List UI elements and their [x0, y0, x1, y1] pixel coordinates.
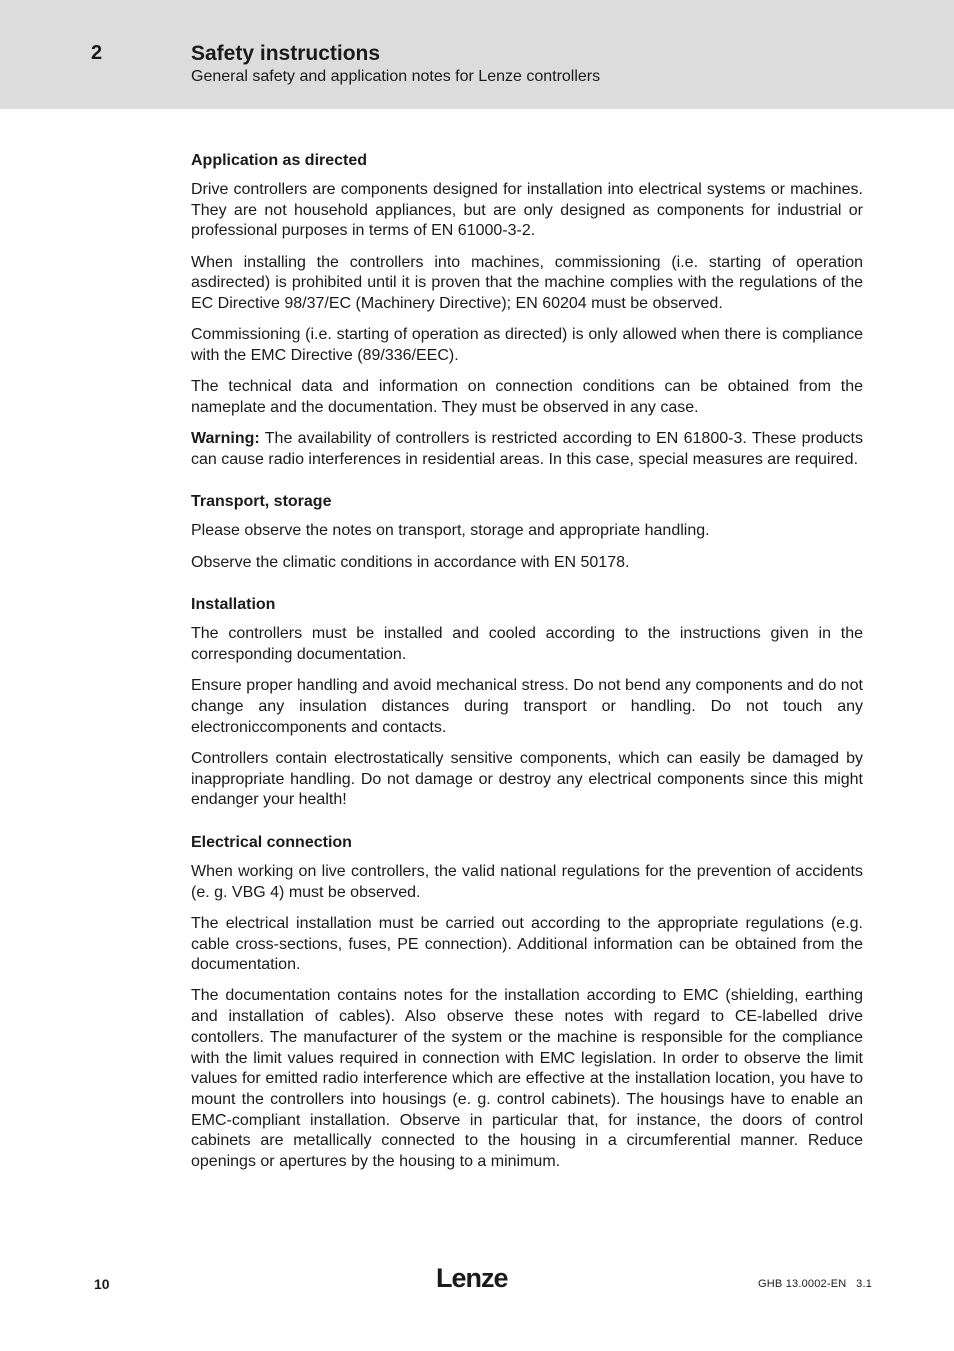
document-id: [758, 1278, 872, 1290]
paragraph: Commissioning (i.e. starting of operation as directed) is only allowed when there is compliance with the EMC Directive (89/336/EEC).: [191, 326, 863, 364]
paragraph: Controllers contain electrostatically sensitive components, which can easily be damaged by inappropriate handling. Do not damage or destroy any electrical components since this might endanger your health!: [191, 749, 863, 809]
lenze-logo-icon: [436, 1262, 514, 1292]
section-heading: Installation: [191, 596, 276, 614]
logo-wordmark: Lenze: [436, 1263, 508, 1292]
warning-text: The availability of controllers is restricted according to EN 61800-3. These products can cause radio interferences in residential areas. In this case, special measures are required.: [191, 430, 863, 468]
section-heading: Electrical connection: [191, 833, 352, 851]
section-electrical: [191, 832, 863, 1173]
paragraph: The documentation contains notes for the installation according to EMC (shielding, earthing and installation of cables). Also observe these notes with regard to CE-labelled drive contollers. The manufacturer of the system or the machine is responsible for the compliance with the limit values required in connection with EMC legislation. In order to observe the limit values for emitted radio interference which are effective at the installation location, you have to mount the controllers into housings (e. g. control cabinets). The housings have to enable an EMC-compliant installation. Observe in particular that, for instance, the doors of control cabinets are metallically connected to the housing in a circumferential manner. Reduce openings or apertures by the housing to a minimum.: [191, 987, 863, 1171]
page-number: 10: [94, 1276, 110, 1292]
document-body: [191, 150, 863, 1183]
section-application: [191, 150, 863, 470]
paragraph: The technical data and information on connection conditions can be obtained from the nameplate and the documentation. They must be observed in any case.: [191, 378, 863, 416]
section-transport: [191, 491, 863, 573]
paragraph: The electrical installation must be carried out according to the appropriate regulations (e.g. cable cross-sections, fuses, PE connection). Additional information can be obtained from the documentation.: [191, 914, 863, 974]
paragraph: When working on live controllers, the valid national regulations for the prevention of accidents (e. g. VBG 4) must be observed.: [191, 862, 863, 901]
paragraph: Ensure proper handling and avoid mechanical stress. Do not bend any components and do not change any insulation distances during transport or handling. Do not touch any electroniccomponents and contacts.: [191, 677, 863, 736]
chapter-title: Safety instructions: [191, 42, 381, 65]
header-band: [0, 0, 954, 109]
warning-label: Warning:: [191, 430, 260, 448]
section-heading: Application as directed: [191, 152, 368, 169]
chapter-number: 2: [91, 42, 103, 64]
section-installation: [191, 594, 863, 811]
section-heading: Transport, storage: [191, 493, 332, 511]
paragraph: Observe the climatic conditions in accordance with EN 50178.: [191, 553, 630, 571]
paragraph: Drive controllers are components designed for installation into electrical systems or machines. They are not household appliances, but are only designed as components for industrial or professional purposes in terms of EN 61000-3-2.: [191, 181, 863, 240]
document-id-text: GHB 13.0002-EN 3.1: [758, 1278, 873, 1290]
lenze-logo: [436, 1262, 514, 1297]
warning-paragraph: [191, 429, 863, 470]
paragraph: When installing the controllers into machines, commissioning (i.e. starting of operation asdirected) is prohibited until it is proven that the machine complies with the regulations of the EC Directive 98/37/EC (Machinery Directive); EN 60204 must be observed.: [191, 253, 863, 313]
paragraph: The controllers must be installed and cooled according to the instructions given in the corresponding documentation.: [191, 625, 863, 664]
paragraph: Please observe the notes on transport, storage and appropriate handling.: [191, 522, 710, 540]
chapter-subtitle: General safety and application notes for Lenze controllers: [191, 68, 601, 85]
